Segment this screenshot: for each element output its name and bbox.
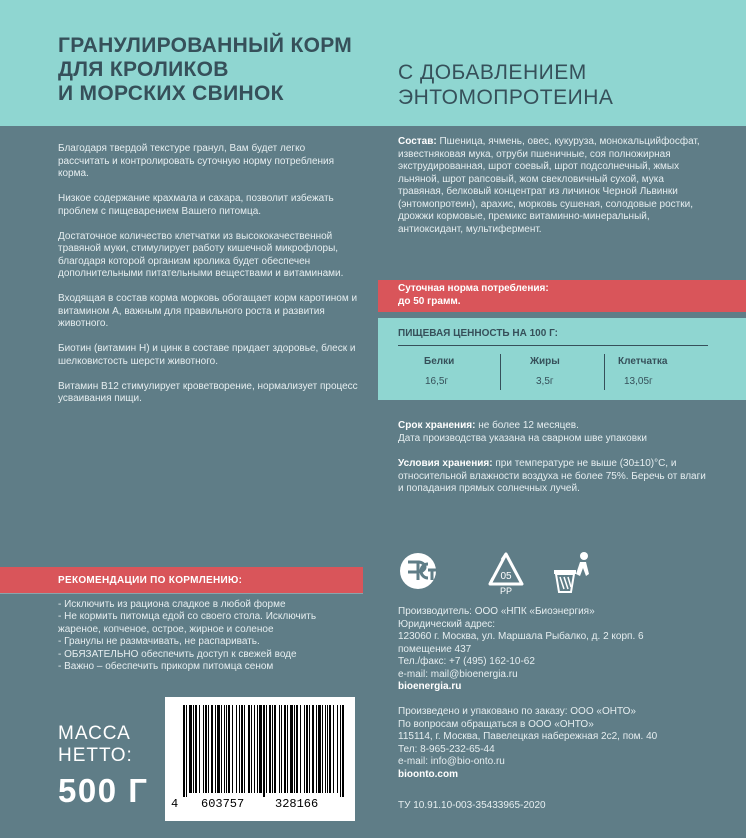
description-paragraph: Низкое содержание крахмала и сахара, позволит избежать проблем с пищеварением Вашего питомца. [58, 193, 334, 217]
conditions-text: при температуре не выше (30±10)°С, и относительной влажности воздуха не более 75%. Беречь от влаги и попадания прямых солнечных лучей. [398, 458, 706, 494]
certification-icons [398, 550, 658, 592]
nutrition-value: 13,05г [624, 376, 653, 387]
barcode-bar [337, 705, 338, 793]
barcode-bar [318, 705, 321, 793]
subtitle-line-2: ЭНТОМОПРОТЕИНА [398, 86, 614, 109]
recommendation-item: - ОБЯЗАТЕЛЬНО обеспечить доступ к свежей воде [58, 648, 297, 660]
tu-code: ТУ 10.91.10-003-35433965-2020 [398, 800, 546, 811]
barcode-bar [309, 705, 310, 793]
producer-line: Производитель: ООО «НПК «Биоэнергия» [398, 606, 595, 617]
producer-line: Тел./факс: +7 (495) 162-10-62 [398, 656, 535, 667]
barcode-bar [189, 705, 192, 793]
packer-site: bioonto.com [398, 768, 458, 780]
barcode-bar [221, 705, 222, 793]
nutrition-title: ПИЩЕВАЯ ЦЕННОСТЬ НА 100 Г: [398, 328, 558, 339]
nutrition-separator [604, 354, 605, 390]
recycle-material: PP [499, 586, 513, 594]
producer-line: помещение 437 [398, 643, 472, 655]
description [58, 143, 358, 418]
barcode-bar [208, 705, 209, 793]
title-line-2: ДЛЯ КРОЛИКОВ [58, 58, 229, 81]
storage-line-2: Дата производства указана на сварном шве упаковки [398, 432, 647, 444]
recommendations-divider [0, 593, 363, 594]
barcode-bar [239, 705, 240, 793]
subtitle-line-1: С ДОБАВЛЕНИЕМ [398, 61, 587, 84]
nutrition-divider [398, 345, 708, 346]
storage-conditions [398, 458, 708, 496]
recommendations-title: РЕКОМЕНДАЦИИ ПО КОРМЛЕНИЮ: [58, 575, 243, 586]
nutrition-box [378, 318, 746, 400]
barcode-bar [193, 705, 194, 793]
barcode-bar [183, 705, 185, 797]
barcode-bar [287, 705, 288, 793]
description-paragraph: Входящая в состав корма морковь обогащает корм каротином и витамином А, важным для правильного роста и развития животного. [58, 293, 358, 329]
storage-text: не более 12 месяцев. [475, 420, 579, 431]
nutrition-cell-proteins [398, 350, 498, 394]
barcode-bar [300, 705, 301, 793]
nutrition-name: Жиры [530, 356, 560, 367]
description-paragraph: Витамин В12 стимулирует кроветворение, нормализует процесс усваивания пищи. [58, 380, 358, 404]
recycle-code: 05 [500, 571, 512, 582]
nutrition-name: Белки [424, 356, 455, 367]
daily-norm-text [398, 283, 549, 308]
barcode-digits-left: 603757 [201, 797, 245, 811]
barcode-bar [232, 705, 233, 793]
recommendation-item: - Важно – обеспечить прикорм питомца сеном [58, 661, 274, 673]
barcode-bar [254, 705, 255, 793]
barcode-bar [329, 705, 331, 793]
nutrition-cell-fiber [606, 350, 706, 394]
nutrition-table [398, 350, 708, 394]
description-paragraph: Биотин (витамин Н) и цинк в составе придает здоровье, блеск и шелковистость шерсти животного. [58, 343, 356, 367]
barcode-bar [186, 705, 187, 797]
packer-line: Произведено и упаковано по заказу: ООО «ОНТО» [398, 706, 636, 717]
net-mass-line-1: МАССА [58, 723, 131, 744]
storage-info [398, 420, 708, 445]
description-paragraph: Достаточное количество клетчатки из высококачественной травяной муки, стимулирует работу кишечной микрофлоры, благодаря которой организм кролика будет обеспечен дополнительными питательными веществами и витаминами. [58, 230, 344, 279]
packer-line: 115114, г. Москва, Павелецкая набережная 2с2, пом. 40 [398, 731, 658, 742]
barcode-bar [279, 705, 280, 793]
barcode-bar [244, 705, 245, 793]
barcode-bar [333, 705, 334, 793]
daily-norm-line-1: Суточная норма потребления: [398, 283, 549, 294]
producer-line: Юридический адрес: [398, 618, 496, 630]
recommendations-list [58, 599, 358, 673]
barcode-bar [263, 705, 265, 797]
recycle-pp-icon [490, 554, 522, 594]
packer-info [398, 706, 708, 781]
title-line-3: И МОРСКИХ СВИНОК [58, 82, 284, 105]
producer-line: 123060 г. Москва, ул. Маршала Рыбалко, д. 2 корп. 6 [398, 631, 644, 642]
recommendation-item: жареное, копченое, острое, жирное и соленое [58, 623, 274, 635]
nutrition-value: 3,5г [536, 376, 554, 387]
producer-site: bioenergia.ru [398, 681, 462, 692]
producer-line: e-mail: mail@bioenergia.ru [398, 668, 518, 680]
rst-icon [400, 553, 436, 589]
barcode-bar [340, 705, 341, 797]
barcode-bar [199, 705, 200, 793]
trash-bin-icon [554, 552, 589, 592]
recommendations-band [0, 567, 363, 593]
barcode-bar [269, 705, 271, 793]
barcode-bar [195, 705, 197, 793]
recommendation-item: - Исключить из рациона сладкое в любой форме [58, 599, 286, 610]
icons-svg [398, 550, 658, 594]
composition [398, 136, 708, 236]
daily-norm-band [378, 280, 746, 312]
title-line-1: ГРАНУЛИРОВАННЫЙ КОРМ [58, 34, 353, 57]
barcode-bar [325, 705, 326, 793]
barcode-bar [342, 705, 344, 797]
barcode-bar [312, 705, 314, 793]
barcode-bar [248, 705, 250, 793]
recommendation-item: - Не кормить питомца едой со своего стола. Исключить [58, 611, 317, 623]
barcode-bar [304, 705, 305, 793]
barcode-bar [257, 705, 258, 793]
barcode [165, 697, 355, 821]
recommendation-item: - Гранулы не размачивать, не распаривать. [58, 636, 260, 648]
barcode-bar [327, 705, 328, 793]
barcode-bar [215, 705, 216, 793]
barcode-bar [266, 705, 267, 793]
barcode-bar [211, 705, 213, 793]
conditions-label: Условия хранения: [398, 458, 493, 469]
barcode-bar [316, 705, 317, 793]
packer-line: По вопросам обращаться в ООО «ОНТО» [398, 718, 594, 730]
packer-line: e-mail: info@bio-onto.ru [398, 756, 505, 767]
nutrition-value: 16,5г [425, 376, 449, 387]
barcode-bar [294, 705, 295, 793]
net-weight: 500 Г [58, 772, 149, 809]
barcode-bar [226, 705, 227, 793]
barcode-bar [306, 705, 308, 793]
product-title [58, 34, 368, 106]
barcode-digit-prefix: 4 [171, 797, 179, 811]
net-mass-line-2: НЕТТО: [58, 745, 133, 766]
net-mass-label [58, 723, 133, 767]
producer-info [398, 606, 708, 694]
barcode-digits-right: 328166 [275, 797, 319, 811]
barcode-bars [165, 697, 355, 797]
daily-norm-line-2: до 50 грамм. [398, 295, 461, 307]
composition-text: Пшеница, ячмень, овес, кукуруза, монокальцийфосфат, известняковая мука, отруби пшеничные, соя полножирная экструдированная, шрот соевый, шрот подсолнечный, жмых льняной, шрот рапсовый, жом свекловичный сухой, мука травяная, белковый концентрат из личинок Черной Львинки (энтомопротеин), арахис, морковь сушеная, солодовые ростки, дрожжи кормовые, премикс витаминно-минеральный, антиоксидант, мультифермент. [398, 136, 700, 235]
barcode-bar [322, 705, 323, 793]
packer-line: Тел: 8-965-232-65-44 [398, 743, 495, 755]
barcode-bar [274, 705, 276, 793]
barcode-bar [284, 705, 286, 793]
barcode-bar [281, 705, 282, 793]
barcode-bar [236, 705, 237, 793]
composition-label: Состав: [398, 136, 437, 147]
barcode-bar [272, 705, 273, 793]
description-paragraph: Благодаря твердой текстуре гранул, Вам будет легко рассчитать и контролировать суточную норму потребления корма. [58, 143, 335, 179]
barcode-bar [228, 705, 230, 793]
barcode-bar [296, 705, 298, 793]
nutrition-cell-fats [502, 350, 602, 394]
storage-label: Срок хранения: [398, 420, 476, 431]
barcode-bar [205, 705, 207, 793]
nutrition-separator [500, 354, 501, 390]
nutrition-name: Клетчатка [618, 356, 668, 367]
barcode-bar [259, 705, 262, 793]
barcode-bar [203, 705, 204, 793]
header-band [0, 0, 746, 126]
barcode-bar [241, 705, 243, 793]
barcode-bar [224, 705, 225, 793]
barcode-bar [290, 705, 293, 793]
barcode-bar [217, 705, 220, 793]
barcode-bar [251, 705, 252, 793]
product-subtitle [398, 60, 718, 110]
